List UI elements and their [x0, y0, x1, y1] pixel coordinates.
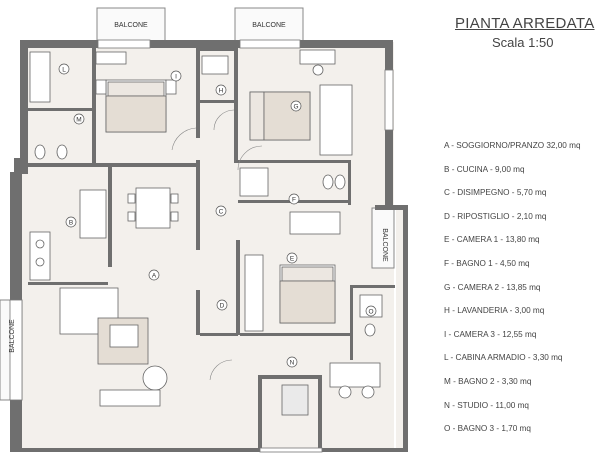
legend-item: C - DISIMPEGNO - 5,70 mq [444, 188, 547, 198]
legend-room-name: CAMERA 2 [457, 282, 500, 292]
room-legend [444, 134, 581, 441]
legend-item: N - STUDIO - 11,00 mq [444, 400, 529, 410]
room-id-H: H [218, 87, 224, 95]
legend-room-area: 12,55 mq [502, 329, 537, 339]
legend-item: A - SOGGIORNO/PRANZO 32,00 mq [444, 141, 581, 150]
legend-room-area: 1,70 mq [501, 424, 531, 434]
legend-room-name: SOGGIORNO/PRANZO [456, 141, 545, 150]
legend-room-id: C [444, 188, 450, 198]
legend-room-area: 13,80 mq [505, 235, 540, 245]
legend-room-area: 3,30 mq [532, 353, 563, 363]
legend-room-area: 4,50 mq [499, 258, 530, 268]
legend-room-name: CAMERA 3 [453, 329, 495, 339]
legend-room-name: CAMERA 1 [456, 235, 499, 245]
legend-room-area: 11,00 mq [495, 400, 529, 410]
legend-item: B - CUCINA - 9,00 mq [444, 164, 525, 174]
legend-item: M - BAGNO 2 - 3,30 mq [444, 376, 532, 386]
legend-room-id: N [444, 400, 450, 410]
legend-room-name: BAGNO 3 [457, 424, 495, 434]
legend-room-name: CABINA ARMADIO [455, 353, 526, 363]
legend-room-id: H [444, 306, 450, 316]
legend-room-area: 5,70 mq [516, 188, 547, 198]
legend-room-id: F [444, 258, 450, 268]
legend-item: E - CAMERA 1 - 13,80 mq [444, 235, 540, 245]
legend-room-name: BAGNO 2 [458, 376, 495, 386]
room-id-E: E [289, 255, 295, 263]
legend-item: O - BAGNO 3 - 1,70 mq [444, 424, 531, 434]
legend-room-id: D [444, 211, 450, 221]
legend-room-id: I [444, 329, 447, 339]
legend-room-id: M [444, 376, 451, 386]
bed-camera-1 [245, 255, 335, 331]
room-id-F: F [292, 196, 296, 204]
legend-item: D - RIPOSTIGLIO - 2,10 mq [444, 211, 547, 221]
room-id-M: M [76, 116, 82, 124]
balcony-label-top-left: BALCONE [114, 22, 148, 29]
legend-item: H - LAVANDERIA - 3,00 mq [444, 306, 545, 316]
legend-room-area: 9,00 mq [494, 164, 525, 174]
legend-room-id: G [444, 282, 451, 292]
legend-room-area: 3,30 mq [501, 376, 532, 386]
legend-room-area: 3,00 mq [514, 306, 545, 316]
room-id-L: L [62, 66, 66, 74]
legend-room-area: 2,10 mq [516, 211, 547, 221]
legend-item: G - CAMERA 2 - 13,85 mq [444, 282, 541, 292]
room-id-C: C [218, 208, 224, 216]
legend-room-area: 32,00 mq [546, 141, 581, 150]
plan-scale: Scala 1:50 [492, 35, 554, 50]
room-id-O: O [368, 308, 374, 316]
balcony-label-left: BALCONE [9, 319, 16, 353]
room-id-A: A [151, 272, 157, 280]
room-id-I: I [175, 73, 177, 81]
room-id-N: N [289, 359, 295, 367]
legend-room-name: CUCINA [456, 164, 488, 174]
legend-room-name: LAVANDERIA [457, 306, 508, 316]
balcony-label-top-right: BALCONE [252, 22, 286, 29]
legend-item: F - BAGNO 1 - 4,50 mq [444, 258, 530, 268]
legend-item: L - CABINA ARMADIO - 3,30 mq [444, 353, 563, 363]
legend-room-id: L [444, 353, 449, 363]
legend-room-name: STUDIO [457, 400, 489, 410]
room-id-D: D [219, 302, 225, 310]
legend-room-name: DISIMPEGNO [457, 188, 510, 198]
room-id-G: G [293, 103, 299, 111]
legend-room-name: BAGNO 1 [456, 258, 493, 268]
balcony-label-right: BALCONE [381, 228, 388, 262]
legend-room-name: RIPOSTIGLIO [457, 211, 510, 221]
legend-room-area: 13,85 mq [506, 282, 541, 292]
bed-camera-3 [96, 80, 176, 132]
legend-item: I - CAMERA 3 - 12,55 mq [444, 329, 537, 339]
legend-room-id: E [444, 235, 450, 245]
legend-room-id: B [444, 164, 450, 174]
legend-room-id: A [444, 141, 450, 150]
legend-room-id: O [444, 424, 451, 434]
room-id-B: B [68, 219, 74, 227]
plan-title: PIANTA ARREDATA [455, 15, 595, 32]
